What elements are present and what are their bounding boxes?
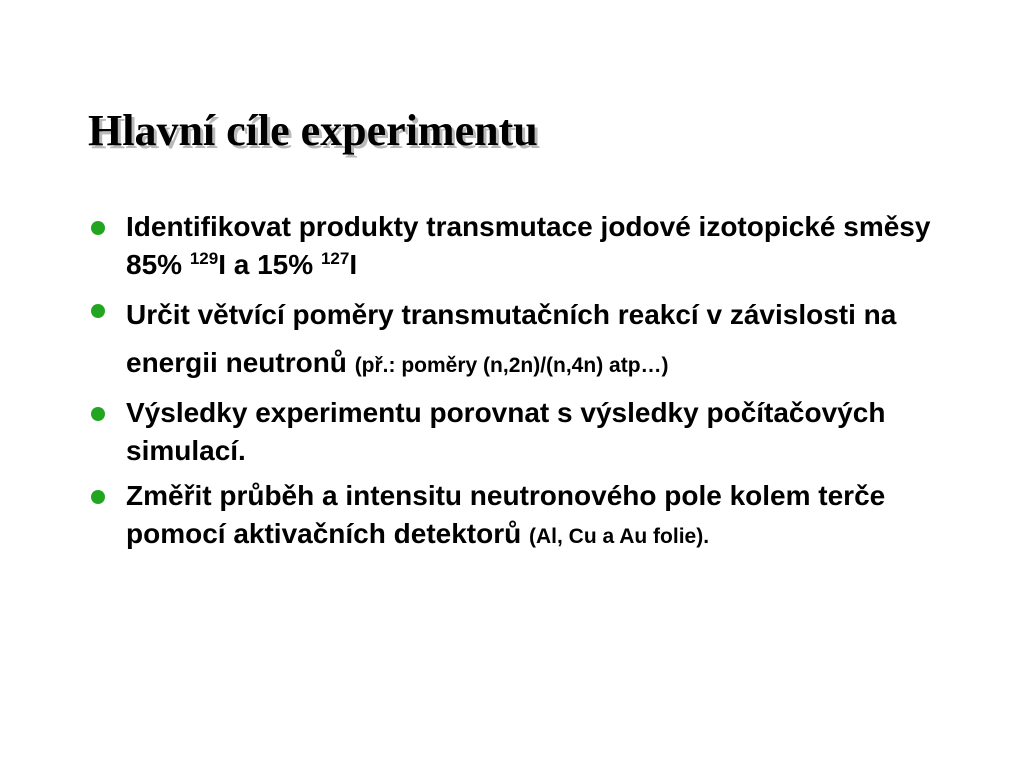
bullet-item-3 bbox=[88, 394, 958, 470]
bullet-dot-icon bbox=[91, 304, 105, 318]
bullet-dot-icon bbox=[91, 490, 105, 504]
bullet-item-2 bbox=[88, 291, 958, 387]
isotope-mass-number: 129 bbox=[189, 249, 219, 268]
bullet-text: Identifikovat produkty transmutace jodové izotopické směsy 85% bbox=[126, 211, 931, 280]
isotope-mass-number: 127 bbox=[320, 249, 350, 268]
bullet-text: Výsledky experimentu porovnat s výsledky počítačových simulací. bbox=[126, 397, 886, 466]
bullet-text: I bbox=[349, 249, 358, 280]
bullet-list bbox=[88, 208, 958, 563]
bullet-text: I a 15% bbox=[218, 249, 321, 280]
slide-title: Hlavní cíle experimentu bbox=[88, 106, 538, 155]
bullet-text: Změřit průběh a intensitu neutronového pole kolem terče pomocí aktivačních detektorů bbox=[126, 480, 886, 549]
bullet-text: Určit větvící poměry transmutačních reakcí v závislosti na energii neutronů bbox=[126, 299, 897, 378]
bullet-note: (Al, Cu a Au folie). bbox=[529, 525, 710, 548]
bullet-item-1 bbox=[88, 208, 958, 284]
bullet-note: (př.: poměry (n,2n)/(n,4n) atp…) bbox=[354, 354, 669, 377]
bullet-dot-icon bbox=[91, 407, 105, 421]
bullet-dot-icon bbox=[91, 221, 105, 235]
bullet-item-4 bbox=[88, 477, 958, 556]
